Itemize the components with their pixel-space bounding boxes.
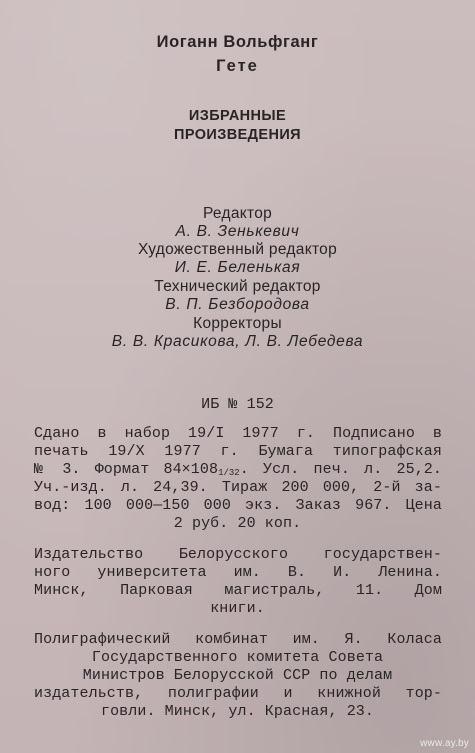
format-tail: . Усл. печ. л. 25,2.: [239, 461, 442, 478]
publisher-line: ного университета им. В. И. Ленина.: [34, 564, 442, 581]
print-details-line: вод: 100 000—150 000 экз. Заказ 967. Цена: [34, 497, 442, 514]
book-title-line-2: ПРОИЗВЕДЕНИЯ: [174, 127, 301, 143]
printer-line: Государственного комитета Совета: [91, 649, 384, 666]
watermark: www.ay.by: [420, 738, 469, 749]
correctors-names: В. В. Красикова, Л. В. Лебедева: [111, 333, 364, 350]
print-details-line: Сдано в набор 19/I 1977 г. Подписано в: [34, 425, 442, 442]
printer-line: Полиграфический комбинат им. Я. Коласа: [34, 631, 442, 648]
print-details-price: 2 руб. 20 коп.: [173, 515, 302, 532]
format-fraction: 1/32: [218, 468, 240, 478]
print-details-line-format: [34, 462, 442, 478]
editor-role: Редактор: [202, 205, 273, 222]
ib-number: ИБ № 152: [201, 396, 274, 413]
art-editor-role: Художественный редактор: [137, 241, 338, 258]
author-last-name: Гете: [216, 57, 259, 75]
publisher-line-last: книги.: [210, 600, 265, 617]
book-title-line-1: ИЗБРАННЫЕ: [188, 108, 287, 124]
printer-line: Министров Белорусской ССР по делам: [82, 667, 393, 684]
tech-editor-role: Технический редактор: [154, 278, 321, 295]
correctors-role: Корректоры: [193, 315, 282, 332]
format-text: № 3. Формат 84×108: [34, 461, 219, 478]
art-editor-name: И. Е. Беленькая: [174, 259, 301, 276]
printer-line-last: говли. Минск, ул. Красная, 23.: [100, 703, 375, 720]
author-first-name: Иоганн Вольфганг: [156, 33, 319, 51]
publisher-line: Минск, Парковая магистраль, 11. Дом: [34, 582, 442, 599]
print-details-line: печать 19/X 1977 г. Бумага типографская: [34, 443, 442, 460]
print-details-line: Уч.-изд. л. 24,39. Тираж 200 000, 2-й за-: [34, 479, 442, 496]
editor-name: А. В. Зенькевич: [175, 223, 300, 240]
tech-editor-name: В. П. Безбородова: [165, 296, 310, 313]
printer-line: издательств, полиграфии и книжной тор-: [34, 685, 442, 702]
publisher-line: Издательство Белорусского государствен-: [34, 546, 442, 563]
